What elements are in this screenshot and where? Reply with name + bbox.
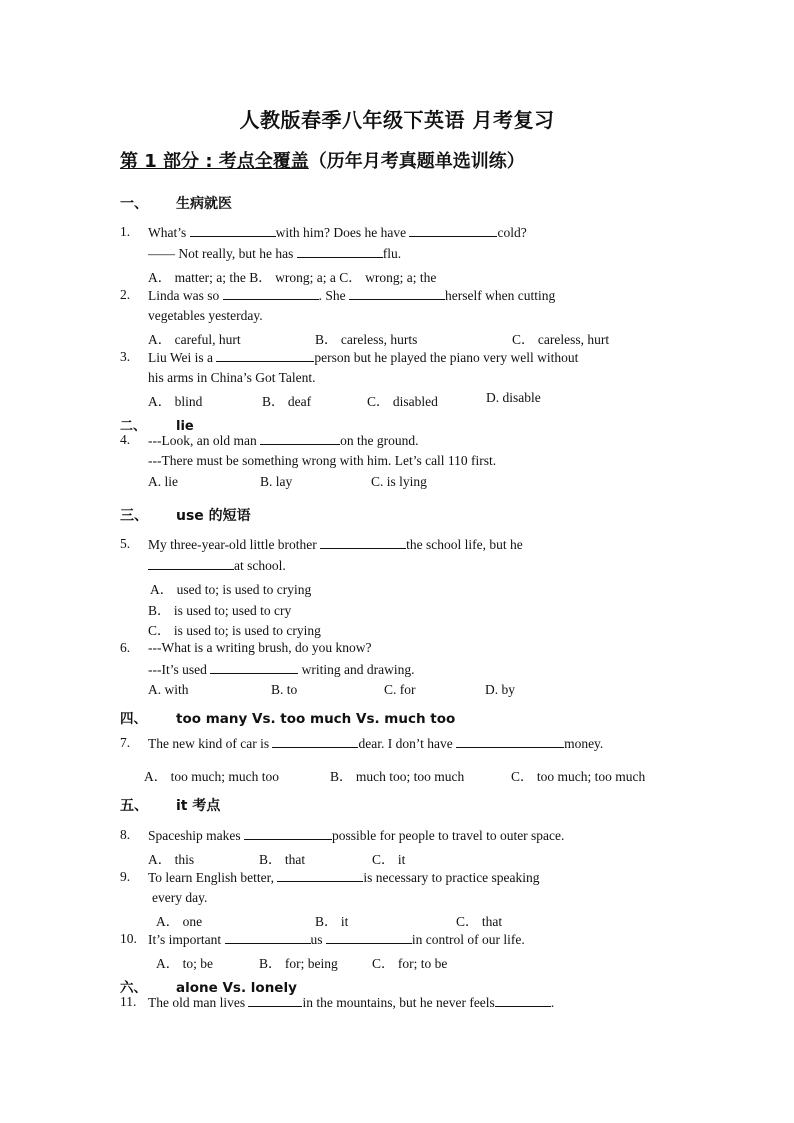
answer-blank — [148, 557, 234, 570]
question-line: The old man lives in the mountains, but he never feels . — [148, 995, 555, 1010]
option-b: B． is used to; used to cry — [148, 603, 292, 618]
option-b: B． it — [315, 914, 349, 929]
question-line: My three-year-old little brother the school life, but he — [148, 537, 523, 552]
part-label: 第 1 部分 : 考点全覆盖 — [120, 151, 309, 172]
question-line: his arms in China’s Got Talent. — [148, 370, 316, 385]
answer-blank — [190, 224, 276, 237]
question-line: It’s important us in control of our life. — [148, 932, 525, 947]
option-a: A． to; be — [156, 956, 213, 971]
option-c: C． it — [372, 852, 406, 867]
section-heading — [120, 976, 297, 996]
section-title: it 考点 — [176, 798, 221, 814]
answer-blank — [320, 536, 406, 549]
option-c: C． that — [456, 914, 503, 929]
answer-blank — [409, 224, 497, 237]
question-line: vegetables yesterday. — [148, 308, 263, 323]
section-number: 六、 — [120, 980, 147, 996]
section-number: 三、 — [120, 508, 148, 524]
section-heading — [120, 707, 455, 727]
option-a: A. lie — [148, 474, 178, 489]
question-number: 4. — [120, 432, 131, 447]
option-c: C． careless, hurt — [512, 332, 610, 347]
section-heading — [120, 505, 251, 525]
answer-blank — [277, 869, 363, 882]
option-b: B． for; being — [259, 956, 338, 971]
option-c: C． too much; too much — [511, 769, 646, 784]
option-a: A. with — [148, 682, 189, 697]
section-heading — [120, 795, 220, 815]
answer-blank — [495, 994, 551, 1007]
question-line: ---What is a writing brush, do you know? — [148, 640, 372, 655]
option-a: A． this — [148, 852, 195, 867]
question-line: Liu Wei is a person but he played the piano very well without — [148, 350, 579, 365]
section-heading — [120, 193, 232, 213]
option-b: B. lay — [260, 474, 293, 489]
option-b: B． careless, hurts — [315, 332, 418, 347]
part-subtitle: （历年月考真题单选训练） — [308, 151, 525, 172]
answer-blank — [244, 827, 332, 840]
question-number: 9. — [120, 869, 131, 884]
section-number: 五、 — [120, 798, 148, 814]
question-line: What’s with him? Does he have cold? — [148, 225, 527, 240]
option-a: A． used to; is used to crying — [150, 582, 312, 597]
question-number: 5. — [120, 536, 131, 551]
question-line: Spaceship makes possible for people to travel to outer space. — [148, 828, 565, 843]
option-a: A． too much; much too — [144, 769, 279, 784]
question-number: 8. — [120, 827, 131, 842]
question-line: ---Look, an old man on the ground. — [148, 433, 419, 448]
option-d: D. by — [485, 682, 515, 697]
answer-blank — [216, 349, 314, 362]
option-c: C. for — [384, 682, 416, 697]
question-line: every day. — [152, 890, 208, 905]
section-number: 一、 — [120, 196, 148, 212]
answer-blank — [456, 735, 564, 748]
question-line: Linda was so . She herself when cutting — [148, 288, 556, 303]
option-a: A． careful, hurt — [148, 332, 241, 347]
option-b: B． deaf — [262, 394, 312, 409]
question-line: ---There must be something wrong with him. Let’s call 110 first. — [148, 453, 497, 468]
option-d: D. disable — [486, 390, 541, 405]
option-c: C． disabled — [367, 394, 438, 409]
option-c: C． is used to; is used to crying — [148, 623, 321, 638]
question-line: ---It’s used writing and drawing. — [148, 662, 415, 677]
section-title: use 的短语 — [176, 508, 251, 524]
question-number: 3. — [120, 349, 131, 364]
option-a: A． one — [156, 914, 203, 929]
answer-blank — [248, 994, 302, 1007]
page-title: 人教版春季八年级下英语 月考复习 — [239, 108, 555, 132]
option-c: C. is lying — [371, 474, 427, 489]
question-line: To learn English better, is necessary to practice speaking — [148, 870, 540, 885]
answer-blank — [326, 931, 412, 944]
question-options: A． matter; a; the B． wrong; a; a C． wrong; a; the — [148, 270, 437, 285]
option-b: B. to — [271, 682, 298, 697]
question-line: —— Not really, but he has flu. — [148, 246, 402, 261]
section-title: 生病就医 — [176, 196, 232, 212]
answer-blank — [260, 432, 340, 445]
section-number: 二、 — [120, 419, 147, 434]
answer-blank — [297, 245, 383, 258]
question-line: The new kind of car is dear. I don’t have money. — [148, 736, 604, 751]
question-line: at school. — [148, 557, 286, 574]
option-b: B． that — [259, 852, 306, 867]
part-heading — [120, 147, 525, 173]
question-number: 6. — [120, 640, 131, 655]
question-number: 11. — [120, 994, 137, 1009]
answer-blank — [225, 931, 311, 944]
answer-blank — [349, 287, 445, 300]
question-number: 7. — [120, 735, 131, 750]
option-a: A． blind — [148, 394, 203, 409]
section-number: 四、 — [120, 711, 147, 727]
section-title: lie — [176, 419, 194, 434]
answer-blank — [223, 287, 319, 300]
option-c: C． for; to be — [372, 956, 448, 971]
question-number: 2. — [120, 287, 131, 302]
answer-blank — [272, 735, 358, 748]
question-number: 1. — [120, 224, 131, 239]
question-number: 10. — [120, 931, 137, 946]
answer-blank — [210, 661, 298, 674]
option-b: B． much too; too much — [330, 769, 465, 784]
section-title: too many Vs. too much Vs. much too — [176, 711, 456, 727]
section-title: alone Vs. lonely — [176, 980, 297, 996]
